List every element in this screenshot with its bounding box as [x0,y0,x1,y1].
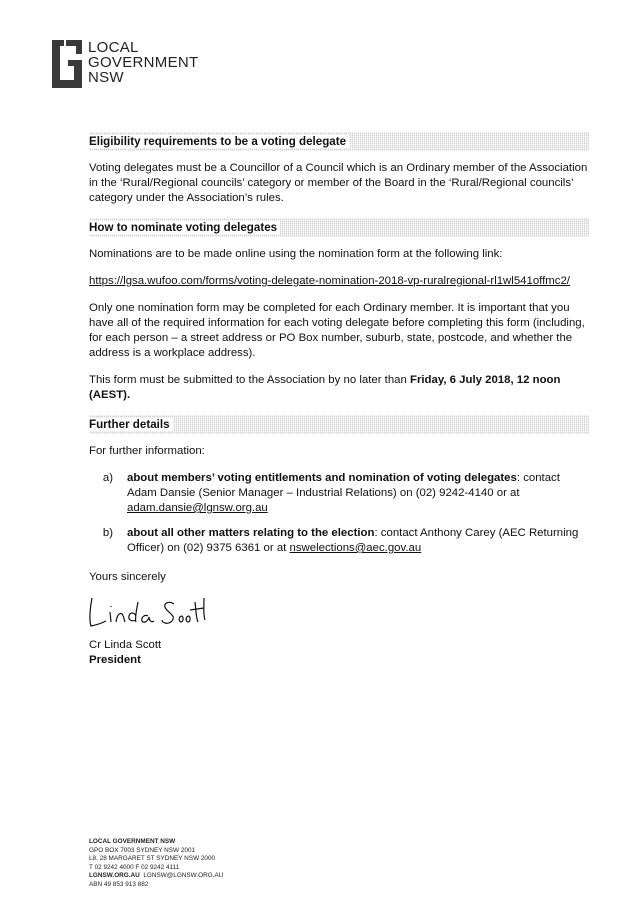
signature-icon [86,590,216,632]
deadline-date: Friday, 6 July 2018, 12 noon (AEST). [89,374,561,401]
footer-address-2: L8, 28 MARGARET ST SYDNEY NSW 2000 [89,855,216,863]
list-item: b) about all other matters relating to the election: contact Anthony Carey (AEC Returning Officer) on (02) 9375 6361 or at nswelections@aec.gov.au [89,526,589,556]
lgnsw-logo [52,40,199,88]
logo-line-3: NSW [88,69,124,86]
lgnsw-logo-mark-icon [52,40,82,88]
further-intro: For further information: [89,445,205,457]
deadline-text: This form must be submitted to the Association by no later than Friday, 6 July 2018, 12 noon (AEST). [89,374,561,401]
list-marker: b) [102,527,113,539]
signer-title: President [89,654,141,666]
nominate-heading: How to nominate voting delegates [89,218,589,237]
signer-name: Cr Linda Scott [89,639,162,651]
nomination-form-link[interactable]: https://lgsa.wufoo.com/forms/voting-delegate-nomination-2018-vp-ruralregional-rl1wl541offmc2/ [89,275,570,287]
footer-org: LOCAL GOVERNMENT NSW [89,838,176,845]
nominate-intro: Nominations are to be made online using the nomination form at the following link: [89,248,503,260]
footer-web-line [89,872,223,881]
letterhead-footer [89,838,223,890]
further-heading: Further details [89,415,589,434]
footer-address-1: GPO BOX 7003 SYDNEY NSW 2001 [89,846,196,854]
list-item: a) about members’ voting entitlements and nomination of voting delegates: contact Adam Dansie (Senior Manager – Industrial Relations) on (02) 9242-4140 or at adam.dansie@lgnsw.org.au [89,471,589,516]
footer-website[interactable]: LGNSW.ORG.AU [89,872,140,880]
nominate-text: Only one nomination form may be completed for each Ordinary member. It is important that you have all of the required information for each voting delegate before completing this form (including, for each person – a street address or PO Box number, suburb, state, postcode, and whether the address is a workplace address). [89,302,585,359]
footer-phone: T 02 9242 4000 F 02 9242 4111 [89,863,180,871]
signer-block [89,638,161,668]
letter-body [89,132,589,566]
logo-wordmark [88,40,199,85]
email-link[interactable]: adam.dansie@lgnsw.org.au [127,502,268,514]
salutation: Yours sincerely [89,571,166,583]
logo-line-2: GOVERNMENT [88,54,199,71]
footer-abn: ABN 49 853 913 882 [89,880,149,888]
logo-line-1: LOCAL [88,39,139,56]
footer-email[interactable]: LGNSW@LGNSW.ORG.AU [143,872,224,880]
eligibility-text: Voting delegates must be a Councillor of a Council which is an Ordinary member of the Association in the ‘Rural/Regional councils’ category or member of the Board in the ‘Rural/Regional councils’ category under the Association’s rules. [89,162,588,204]
eligibility-heading: Eligibility requirements to be a voting delegate [89,132,589,151]
email-link[interactable]: nswelections@aec.gov.au [289,542,422,554]
list-marker: a) [102,472,113,484]
contact-list [89,471,589,556]
